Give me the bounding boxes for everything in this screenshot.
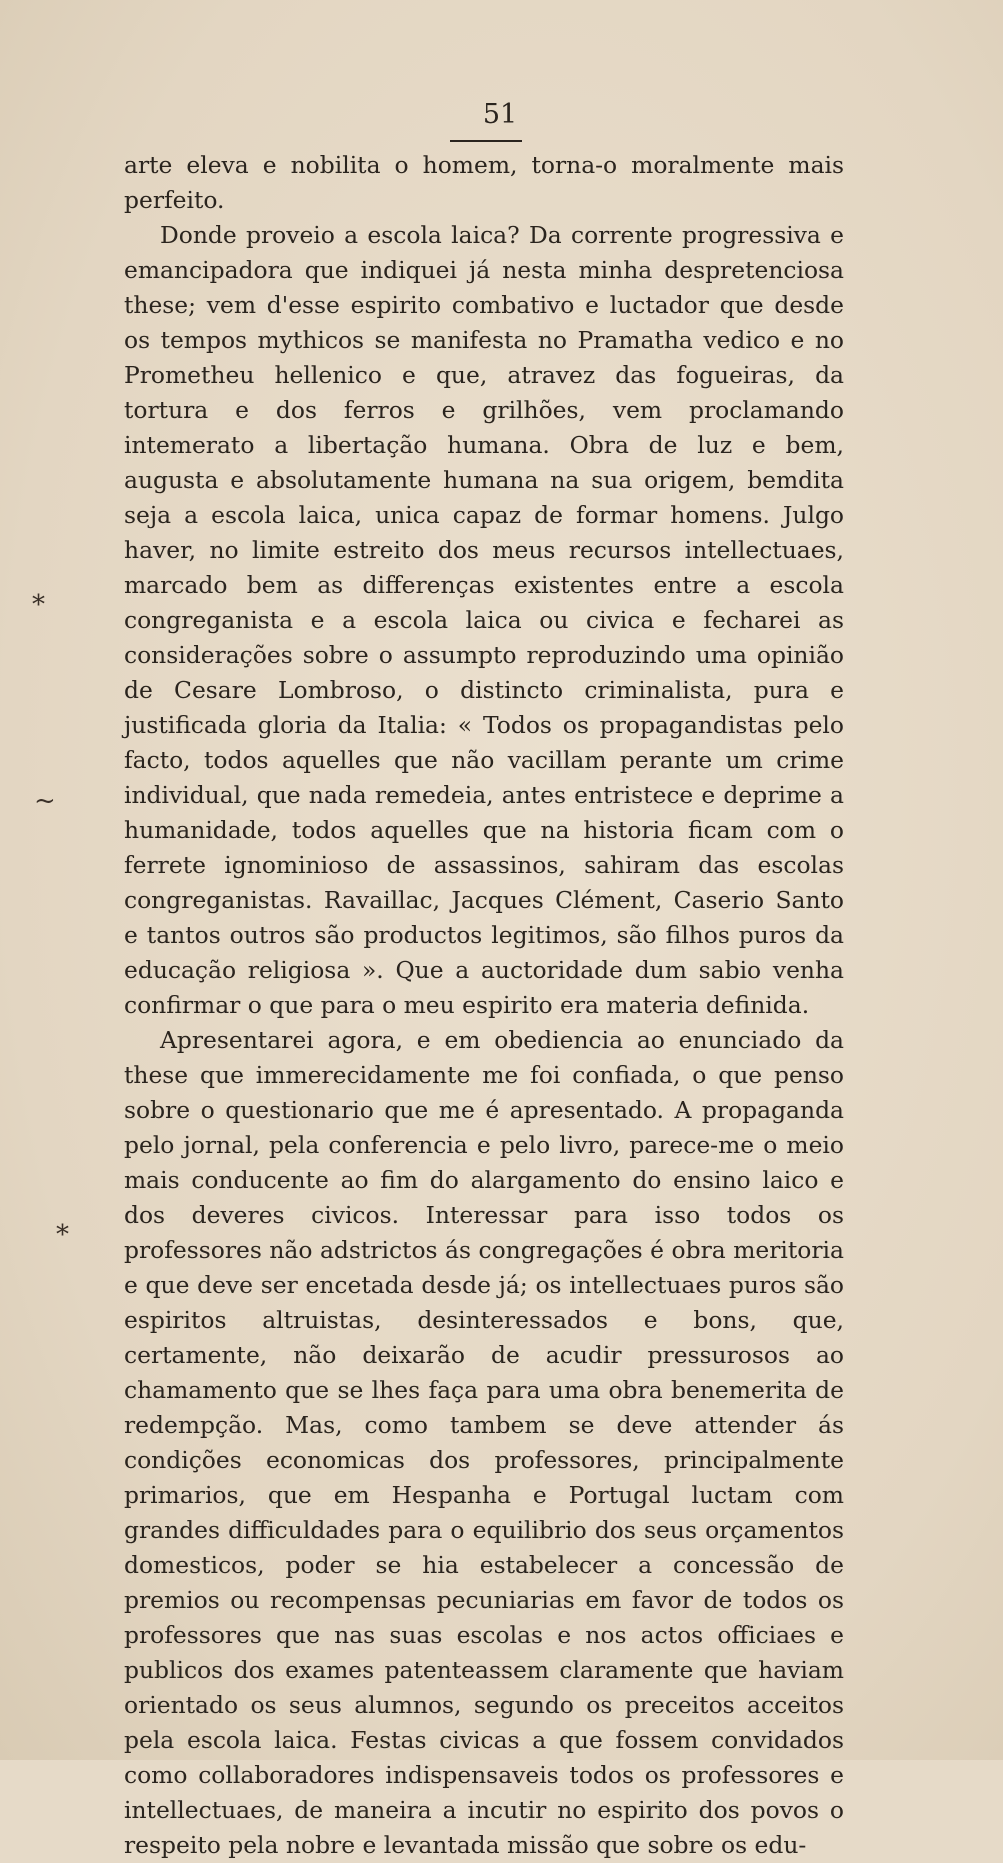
paragraph: arte eleva e nobilita o homem, torna-o moralmente mais perfeito. — [124, 151, 844, 214]
page-number: 51 — [482, 99, 518, 130]
margin-mark: ~ — [34, 786, 56, 816]
header-rule — [450, 140, 522, 142]
margin-mark: * — [56, 1220, 69, 1250]
margin-mark: * — [32, 590, 45, 620]
paragraph: Donde proveio a escola laica? Da corrente progressiva e emancipadora que indiquei já nesta minha despretenciosa these; vem d'esse espirito combativo e luctador que desde os tempos mythicos se manifesta no Pramatha vedico e no Prometheu hellenico e que, atravez das fogueiras, da tortura e dos ferros e grilhões, vem proclamando intemerato a libertação humana. Obra de luz e bem, augusta e absolutamente humana na sua origem, bemdita seja a escola laica, unica capaz de formar homens. Julgo haver, no limite estreito dos meus recursos intellectuaes, marcado bem as differenças existentes entre a escola congreganista e a escola laica ou civica e fecharei as considerações sobre o assumpto reproduzindo uma opinião de Cesare Lombroso, o distincto criminalista, pura e justificada gloria da Italia: « Todos os propagandistas pelo facto, todos aquelles que não vacillam perante um crime individual, que nada remedeia, antes entristece e deprime a humanidade, todos aquelles que na historia ficam com o ferrete ignominioso de assassinos, sahiram das escolas congreganistas. Ravaillac, Jacques Clément, Caserio Santo e tantos outros são productos legitimos, são filhos puros da educação religiosa ». Que a auctoridade dum sabio venha confirmar o que para o meu espirito era materia definida. — [124, 221, 844, 1019]
body-text — [124, 148, 844, 1863]
paragraph: Apresentarei agora, e em obediencia ao enunciado da these que immerecidamente me foi confiada, o que penso sobre o questionario que me é apresentado. A propaganda pelo jornal, pela conferencia e pelo livro, parece-me o meio mais conducente ao fim do alargamento do ensino laico e dos deveres civicos. Interessar para isso todos os professores não adstrictos ás congregações é obra meritoria e que deve ser encetada desde já; os intellectuaes puros são espiritos altruistas, desinteressados e bons, que, certamente, não deixarão de acudir pressurosos ao chamamento que se lhes faça para uma obra benemerita de redempção. Mas, como tambem se deve attender ás condições economicas dos professores, principalmente primarios, que em Hespanha e Portugal luctam com grandes difficuldades para o equilibrio dos seus orçamentos domesticos, poder se hia estabelecer a concessão de premios ou recompensas pecuniarias em favor de todos os professores que nas suas escolas e nos actos officiaes e publicos dos exames patenteassem claramente que haviam orientado os seus alumnos, segundo os preceitos acceitos pela escola laica. Festas civicas a que fossem convidados como collaboradores indispensaveis todos os professores e intellectuaes, de maneira a incutir no espirito dos povos o respeito pela nobre e levantada missão que sobre os edu- — [124, 1026, 844, 1859]
